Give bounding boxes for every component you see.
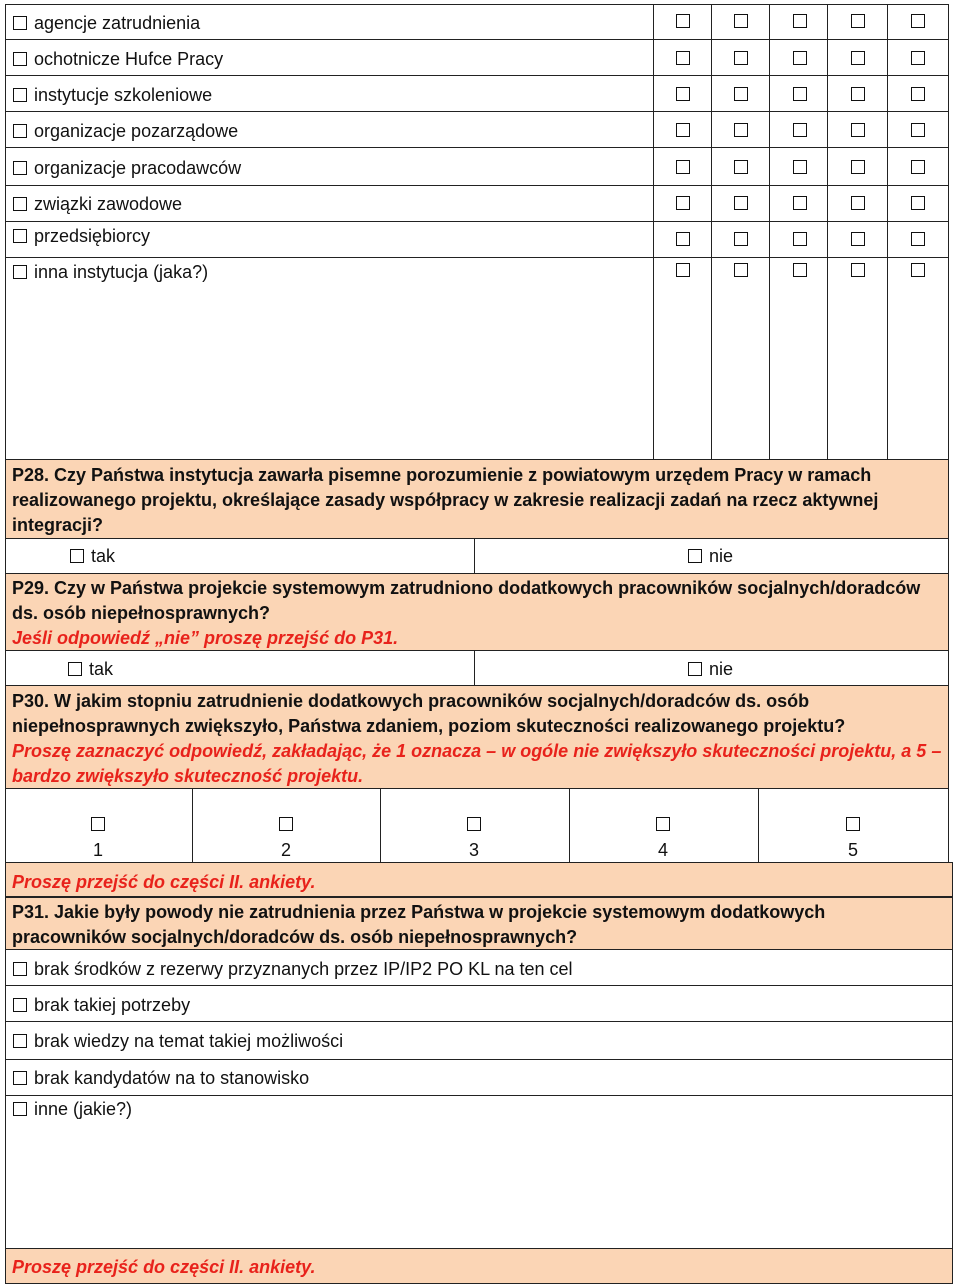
scale-value: 3 (468, 840, 479, 860)
checkbox-icon[interactable] (676, 196, 690, 210)
checkbox-icon[interactable] (676, 263, 690, 277)
checkbox-icon[interactable] (13, 1034, 27, 1048)
p30-instruction: bardzo zwiększyło skuteczność projektu. (12, 766, 364, 786)
checkbox-icon[interactable] (851, 123, 865, 137)
checkbox-icon[interactable] (676, 160, 690, 174)
checkbox-icon[interactable] (13, 1102, 27, 1116)
checkbox-icon[interactable] (734, 14, 748, 28)
institution-option[interactable]: ochotnicze Hufce Pracy (13, 48, 223, 70)
checkbox-icon[interactable] (793, 196, 807, 210)
checkbox-icon[interactable] (911, 263, 925, 277)
institution-option[interactable]: inna instytucja (jaka?) (13, 261, 208, 283)
checkbox-icon[interactable] (793, 263, 807, 277)
checkbox-icon[interactable] (676, 232, 690, 246)
question-p28-line: P28. Czy Państwa instytucja zawarła pisemne porozumienie z powiatowym urzędem Pracy w ramach (12, 465, 872, 485)
checkbox-icon[interactable] (13, 265, 27, 279)
checkbox-icon[interactable] (793, 160, 807, 174)
checkbox-icon[interactable] (13, 16, 27, 30)
question-p29-line: ds. osób niepełnosprawnych? (12, 603, 271, 623)
checkbox-icon[interactable] (911, 123, 925, 137)
institution-option[interactable]: związki zawodowe (13, 193, 182, 215)
checkbox-icon[interactable] (793, 123, 807, 137)
scale-value: 5 (847, 840, 858, 860)
question-p29-line: P29. Czy w Państwa projekcie systemowym zatrudniono dodatkowych pracowników socjalnych/doradców (12, 578, 921, 598)
option-row (5, 1095, 953, 1250)
checkbox-icon[interactable] (911, 160, 925, 174)
checkbox-icon[interactable] (734, 263, 748, 277)
checkbox-icon[interactable] (793, 51, 807, 65)
institution-option[interactable]: organizacje pozarządowe (13, 120, 238, 142)
checkbox-icon[interactable] (13, 1071, 27, 1085)
p28-yes-option[interactable]: tak (70, 545, 115, 567)
checkbox-icon[interactable] (851, 51, 865, 65)
checkbox-icon[interactable] (851, 14, 865, 28)
p31-option[interactable]: brak kandydatów na to stanowisko (13, 1067, 309, 1089)
checkbox-icon[interactable] (734, 87, 748, 101)
checkbox-icon[interactable] (688, 662, 702, 676)
checkbox-icon[interactable] (793, 87, 807, 101)
question-p30-line: niepełnosprawnych zwiększyło, Państwa zdaniem, poziom skuteczności realizowanego projektu? (12, 716, 846, 736)
checkbox-icon[interactable] (911, 87, 925, 101)
question-p28-line: realizowanego projektu, określające zasady współpracy w zakresie realizacji zadań na rzecz aktywnej (12, 490, 879, 510)
checkbox-icon[interactable] (91, 817, 105, 831)
checkbox-icon[interactable] (279, 817, 293, 831)
question-p30-line: P30. W jakim stopniu zatrudnienie dodatkowych pracowników socjalnych/doradców ds. osób (12, 691, 810, 711)
checkbox-icon[interactable] (734, 196, 748, 210)
p29-instruction: Jeśli odpowiedź „nie” proszę przejść do P31. (12, 628, 399, 648)
checkbox-icon[interactable] (734, 160, 748, 174)
p31-option[interactable]: brak środków z rezerwy przyznanych przez IP/IP2 PO KL na ten cel (13, 958, 573, 980)
scale-value: 1 (92, 840, 103, 860)
checkbox-icon[interactable] (656, 817, 670, 831)
checkbox-icon[interactable] (676, 51, 690, 65)
p29-no-option[interactable]: nie (688, 658, 733, 680)
checkbox-icon[interactable] (13, 962, 27, 976)
p31-option[interactable]: inne (jakie?) (13, 1098, 132, 1120)
checkbox-icon[interactable] (13, 197, 27, 211)
p30-next-instruction: Proszę przejść do części II. ankiety. (12, 872, 316, 892)
institution-option[interactable]: instytucje szkoleniowe (13, 84, 212, 106)
institution-option[interactable]: przedsiębiorcy (13, 225, 150, 247)
checkbox-icon[interactable] (734, 51, 748, 65)
rating-cell (887, 257, 949, 461)
rating-cell (827, 257, 889, 461)
question-p28-line: integracji? (12, 515, 104, 535)
checkbox-icon[interactable] (676, 123, 690, 137)
checkbox-icon[interactable] (688, 549, 702, 563)
question-p31-line: pracowników socjalnych/doradców ds. osób niepełnosprawnych? (12, 927, 578, 947)
p31-next-instruction: Proszę przejść do części II. ankiety. (12, 1257, 316, 1277)
checkbox-icon[interactable] (851, 87, 865, 101)
p28-no-option[interactable]: nie (688, 545, 733, 567)
checkbox-icon[interactable] (846, 817, 860, 831)
p29-yes-option[interactable]: tak (68, 658, 113, 680)
rating-cell (711, 257, 771, 461)
rating-cell (653, 257, 713, 461)
checkbox-icon[interactable] (68, 662, 82, 676)
checkbox-icon[interactable] (13, 124, 27, 138)
institution-row (5, 257, 655, 461)
checkbox-icon[interactable] (911, 232, 925, 246)
p31-option[interactable]: brak takiej potrzeby (13, 994, 190, 1016)
institution-option[interactable]: agencje zatrudnienia (13, 12, 200, 34)
checkbox-icon[interactable] (911, 196, 925, 210)
checkbox-icon[interactable] (734, 123, 748, 137)
checkbox-icon[interactable] (851, 232, 865, 246)
checkbox-icon[interactable] (13, 52, 27, 66)
question-p31-line: P31. Jakie były powody nie zatrudnienia przez Państwa w projekcie systemowym dodatkowych (12, 902, 826, 922)
checkbox-icon[interactable] (851, 263, 865, 277)
checkbox-icon[interactable] (851, 196, 865, 210)
checkbox-icon[interactable] (13, 229, 27, 243)
checkbox-icon[interactable] (851, 160, 865, 174)
checkbox-icon[interactable] (793, 14, 807, 28)
checkbox-icon[interactable] (734, 232, 748, 246)
checkbox-icon[interactable] (676, 87, 690, 101)
p30-instruction: Proszę zaznaczyć odpowiedź, zakładając, że 1 oznacza – w ogóle nie zwiększyło skuteczności projektu, a 5 – (12, 741, 942, 761)
rating-cell (769, 257, 829, 461)
checkbox-icon[interactable] (13, 998, 27, 1012)
checkbox-icon[interactable] (676, 14, 690, 28)
scale-value: 4 (657, 840, 668, 860)
checkbox-icon[interactable] (70, 549, 84, 563)
p31-option[interactable]: brak wiedzy na temat takiej możliwości (13, 1030, 343, 1052)
checkbox-icon[interactable] (911, 51, 925, 65)
checkbox-icon[interactable] (793, 232, 807, 246)
scale-value: 2 (280, 840, 291, 860)
checkbox-icon[interactable] (467, 817, 481, 831)
checkbox-icon[interactable] (911, 14, 925, 28)
institution-option[interactable]: organizacje pracodawców (13, 157, 241, 179)
checkbox-icon[interactable] (13, 161, 27, 175)
checkbox-icon[interactable] (13, 88, 27, 102)
